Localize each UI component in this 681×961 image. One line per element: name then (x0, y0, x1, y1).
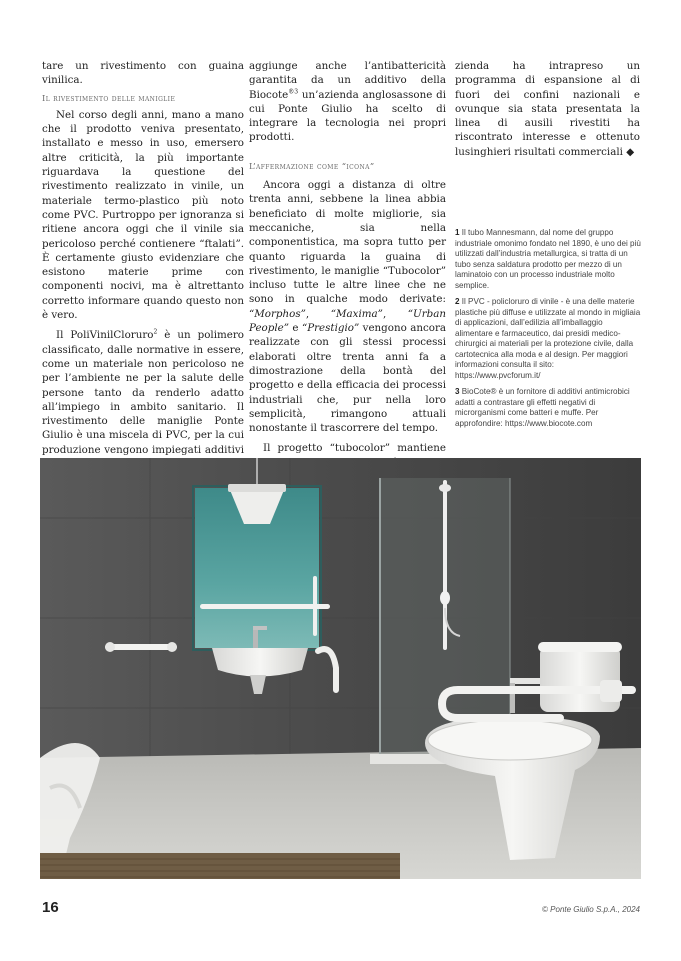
column3-paragraph-1: zienda ha intrapreso un programma di espansione al di fuori dei confini nazionali e ovunque sia stata presentata la linea di ausili rivestiti ha riscontrato interesse e ottenuto lusinghieri risultati commerciali ◆ (455, 60, 640, 158)
end-mark-icon: ◆ (626, 145, 635, 158)
column2-paragraph-2: Ancora oggi a distanza di oltre trenta anni, sebbene la linea abbia beneficiato di molte migliorie, sia meccaniche, sia nella componentistica, ma sopra tutto per quanto riguarda la guaina di rivestimento, le maniglie “Tubocolor” incluso tutte le altre linee che ne sono in qualche modo derivate: “Morphos”, “Maxima”, “Urban People” e “Prestigio” vengono ancora realizzate con gli stessi processi elaborati oltre trenta anni fa a dimostrazione della bontà del progetto e della efficacia dei processi industriali che, pur nella loro semplicità, rimangono attuali nonostante il trascorrere del tempo. (249, 179, 447, 435)
article-column-3 (455, 59, 640, 159)
column1-paragraph-1: Nel corso degli anni, mano a mano che il prodotto veniva presentato, installato e messo in uso, emersero altre criticità, la più importante riguardava la questione del rivestimento realizzato in vinile, un materiale termo-plastico più noto come PVC. Purtroppo per ignoranza si ritiene ancora oggi che il vinile sia pericoloso perché contienere “ftalati”. È certamente giusto evidenziare che esistono materie prime con componenti nocivi, ma è altrettanto corretto informare quando questo non è vero. (42, 108, 244, 322)
column2-paragraph-1: aggiunge anche l’antibattericità garantita da un additivo della Biocote$^{®3}$ un’azienda anglosassone di cui Ponte Giulio ha scelto di integrare la tecnologia nei propri prodotti. (249, 60, 446, 144)
footnote-ref-2: 2 (153, 328, 158, 336)
sink (212, 648, 308, 677)
page-number: 16 (42, 899, 59, 916)
faucet (253, 628, 258, 648)
toilet-cistern (540, 646, 620, 712)
left-grab-bar (105, 644, 177, 650)
footnote-1: 1 Il tubo Mannesmann, dal nome del gruppo industriale omonimo fondato nel 1890, è uno dei più utilizzati dall’industria metallurgica, si tratta di un tubo senza saldatura prodotto per mezzo di un laminatoio con un processo industriale molto semplice. (455, 228, 641, 290)
towel-bar (200, 604, 330, 609)
footnote-ref-3: ®3 (288, 88, 299, 96)
footnote-3: 3 BioCote® è un fornitore di additivi antimicrobici adatti a contrastare gli effetti negativi di microrganismi come batteri e muffe. Per approfondire: https://www.biocote.com (455, 387, 630, 428)
rug (40, 853, 400, 879)
footnote-2: 2 Il PVC - policloruro di vinile - è una delle materie plastiche più diffuse e utilizzate al mondo in migliaia di applicazioni, dall’edilizia all’imballaggio alimentare e farmaceutico, dai presidi medico-chirurgici ai materiali per la protezione civile, dalla cartotecnica alla moda e al design. Per maggiori informazioni consulta il sito: https://www.pvcforum.it/ (455, 297, 641, 380)
column1-heading: Il rivestimento delle maniglie (42, 92, 176, 103)
copyright: © Ponte Giulio S.p.A., 2024 (542, 905, 640, 914)
column1-lead-line: tare un rivestimento con guaina vinilica. (42, 60, 244, 87)
column2-heading: L’affermazione come “icona” (249, 160, 375, 171)
bathroom-illustration (40, 458, 641, 879)
bathroom-photo (40, 458, 641, 879)
column1-paragraph-2: Il PoliVinilCloruro$^2$ è un polimero classificato, dalle normative in essere, come un materiale non pericoloso ne per l’ambiente ne per la salute delle persone tanto da renderlo adatto all’impiego in ambito sanitario. Il rivestimento delle maniglie Ponte Giulio è una miscela di PVC, per la cui produzione vengono impiegati additivi (42, 328, 244, 456)
column2-paragraph-3: Il progetto “tubocolor” mantiene (263, 442, 446, 455)
